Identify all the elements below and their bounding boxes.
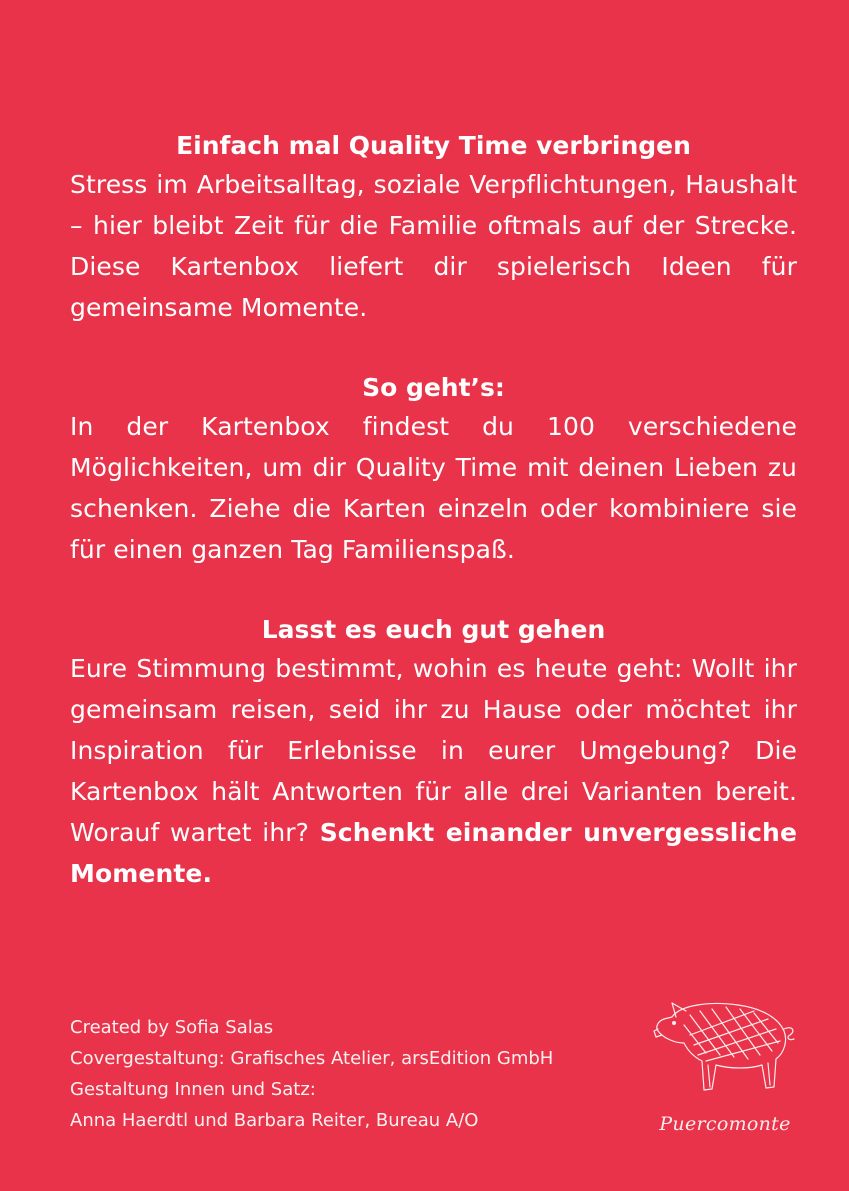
section-text: Stress im Arbeitsalltag, soziale Verpflichtungen, Haushalt – hier bleibt Zeit für die Familie oftmals auf der Strecke. Diese Kartenbox liefert dir spielerisch Ideen für gemeinsame Momente. (70, 170, 797, 322)
section-text-with-bold (70, 648, 797, 894)
credits (70, 1012, 670, 1136)
bold-closing-line: Schenkt einander unvergessliche Momente. (70, 818, 797, 888)
pig-sketch-icon (650, 995, 800, 1113)
back-cover-text (70, 128, 797, 936)
section-heading: Einfach mal Quality Time verbringen (176, 131, 691, 160)
publisher-wordmark: Puercomonte (659, 1113, 791, 1135)
publisher-logo (650, 995, 800, 1145)
section-enjoy (70, 612, 797, 894)
credit-line-designers: Anna Haerdtl und Barbara Reiter, Bureau A/O (70, 1110, 479, 1131)
section-text: Eure Stimmung bestimmt, wohin es heute geht: Wollt ihr gemeinsam reisen, seid ihr zu Hause oder möchtet ihr Inspiration für Erlebnisse in eurer Umgebung? Die Kartenbox hält Antworten für alle drei Varianten bereit. Worauf wartet ihr? (70, 654, 797, 847)
credit-line-cover: Covergestaltung: Grafisches Atelier, arsEdition GmbH (70, 1048, 554, 1069)
section-how-it-works (70, 370, 797, 570)
section-heading: Lasst es euch gut gehen (261, 615, 606, 644)
section-quality-time (70, 128, 797, 328)
section-heading: So geht’s: (362, 373, 505, 402)
credit-line-author: Created by Sofia Salas (70, 1017, 274, 1038)
credit-line-interior: Gestaltung Innen und Satz: (70, 1079, 316, 1100)
section-text: In der Kartenbox findest du 100 verschiedene Möglichkeiten, um dir Quality Time mit deinen Lieben zu schenken. Ziehe die Karten einzeln oder kombiniere sie für einen ganzen Tag Familienspaß. (70, 412, 797, 564)
